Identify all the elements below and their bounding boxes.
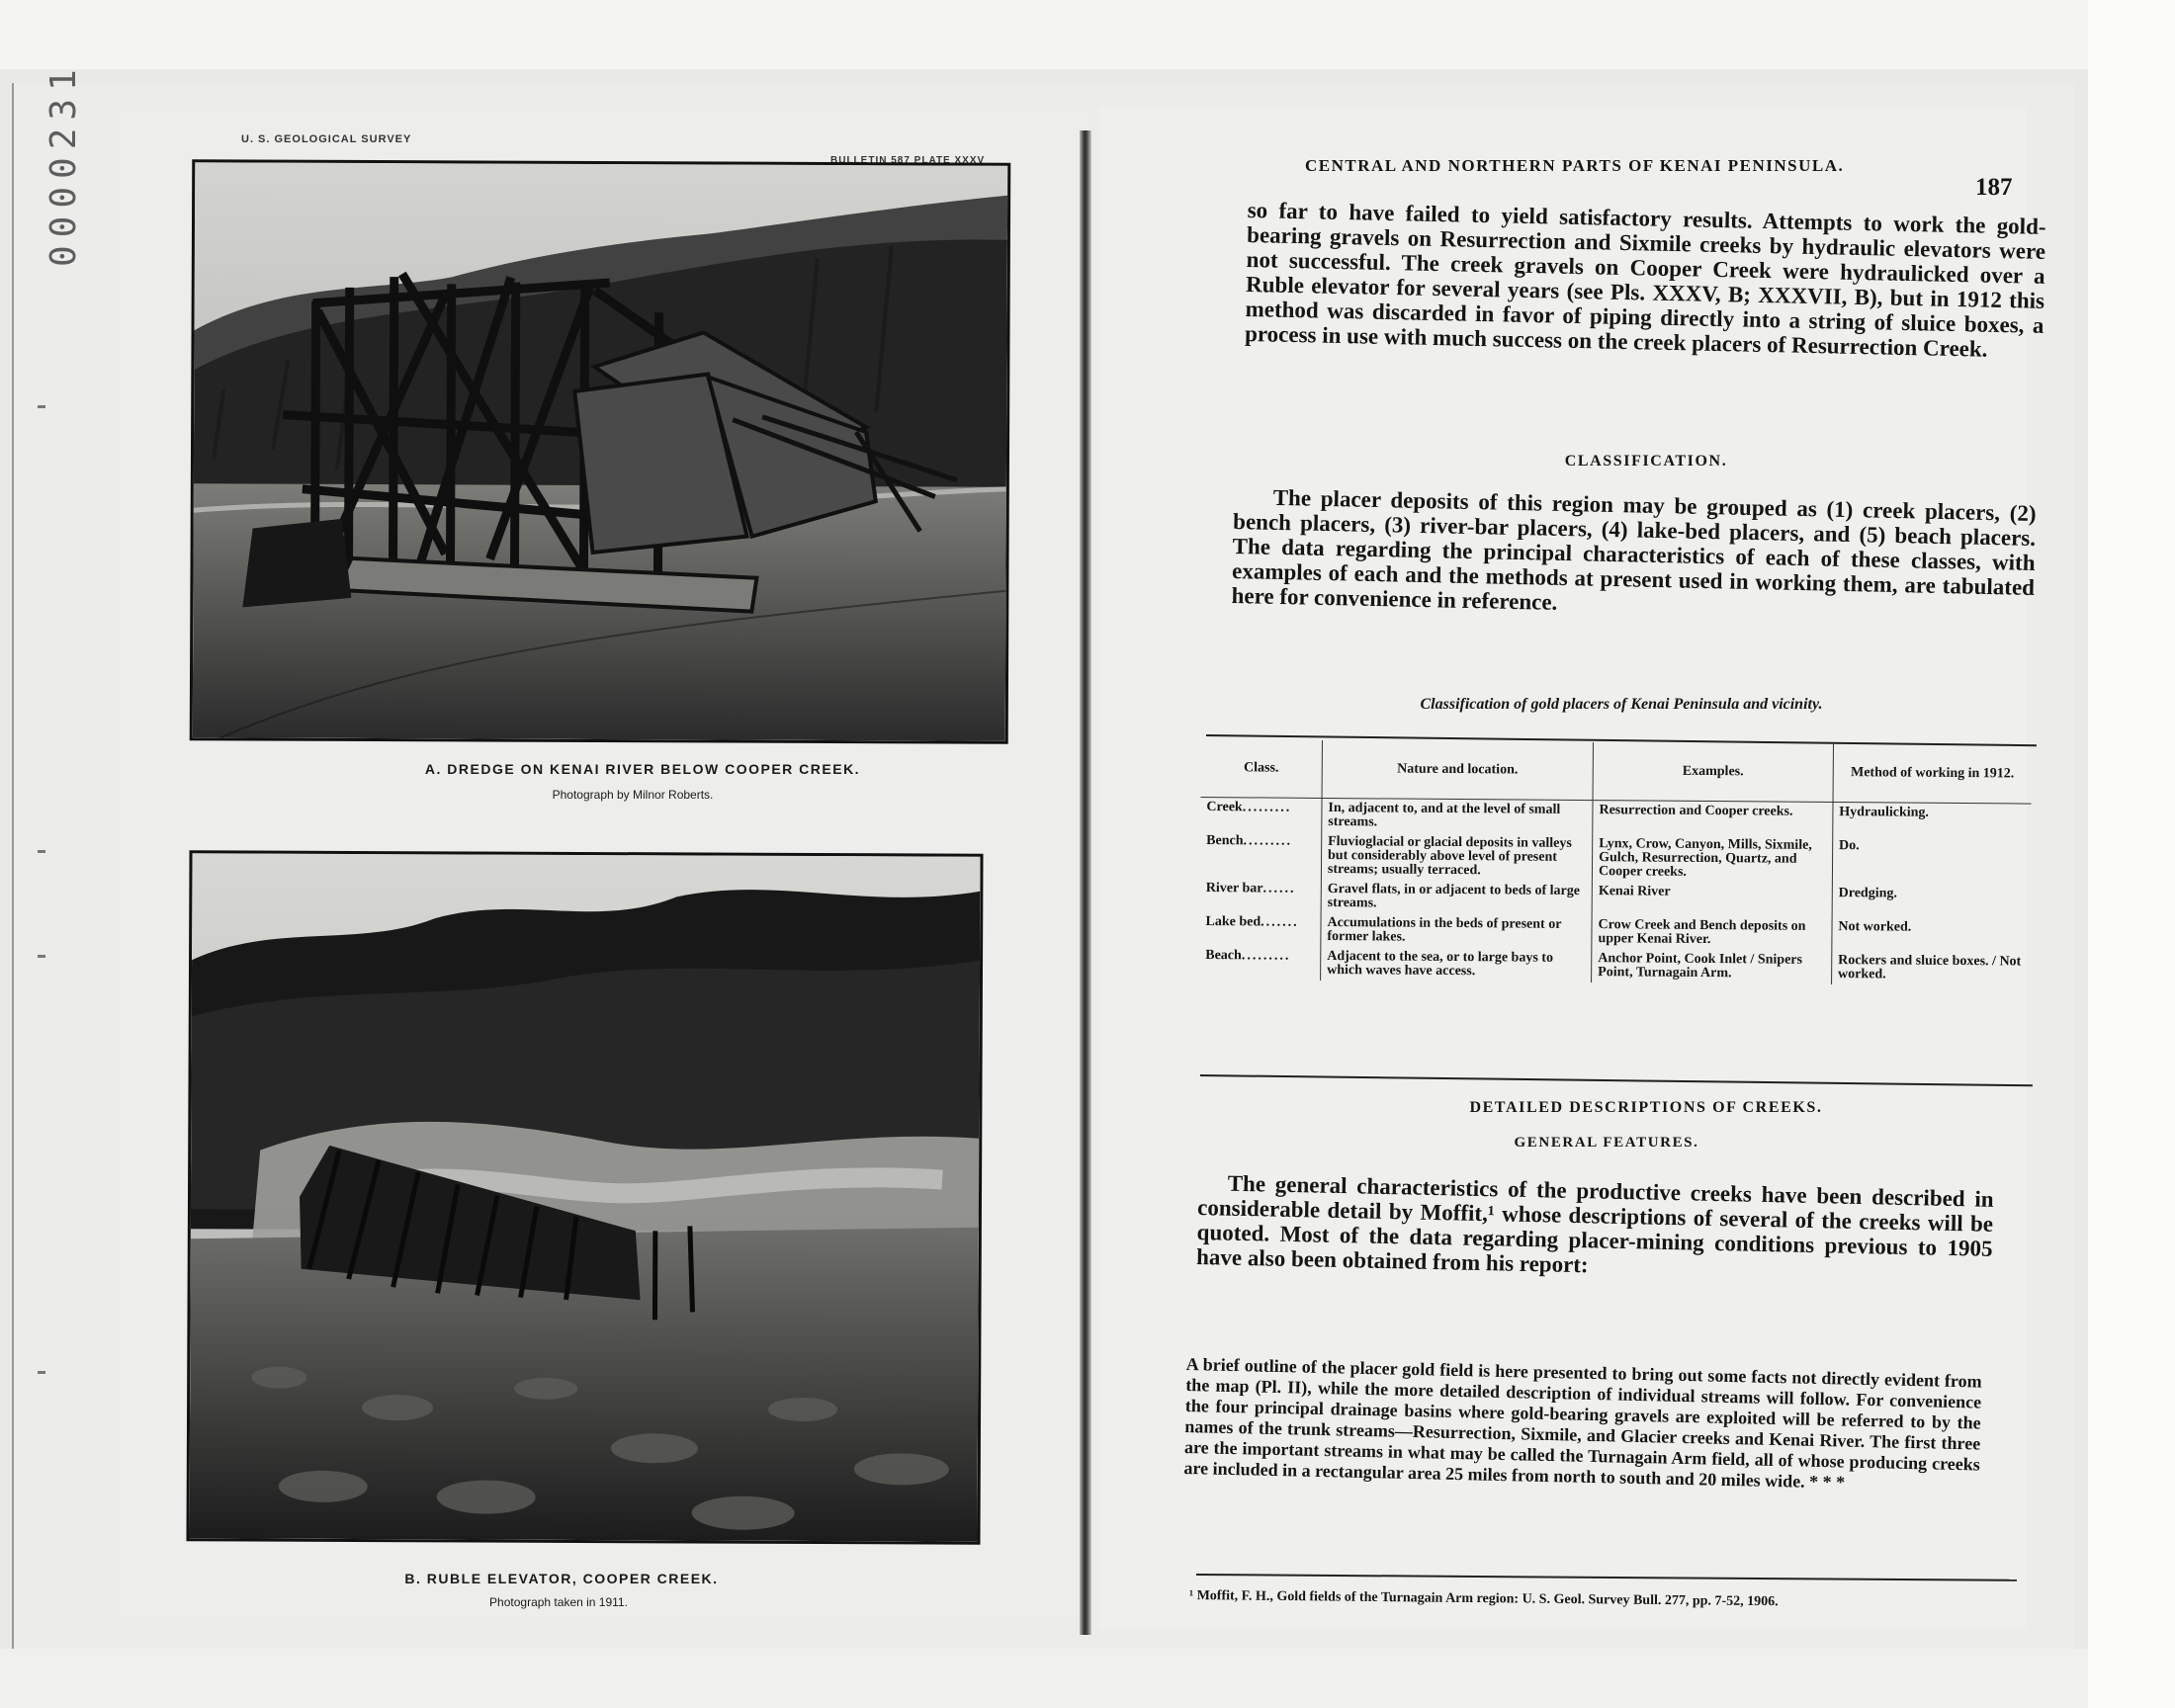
- class-cell: Creek.........: [1200, 797, 1322, 831]
- dredge-scene: [193, 162, 1008, 741]
- examples-cell: Crow Creek and Bench deposits on upper Kenai River.: [1592, 915, 1832, 951]
- serial-number: 0000231: [44, 61, 84, 267]
- nature-cell: Gravel flats, in or adjacent to beds of large streams.: [1321, 880, 1592, 915]
- nature-cell: Fluvioglacial or glacial deposits in valleys but considerably above level of present streams; usually terraced.: [1321, 832, 1592, 882]
- scanner-bottom-strip: [0, 1649, 2088, 1708]
- column-header-class: Class.: [1201, 739, 1323, 798]
- nature-cell: Adjacent to the sea, or to large bays to which waves have access.: [1321, 947, 1592, 982]
- margin-mark: [38, 1371, 45, 1374]
- nature-cell: Accumulations in the beds of present or former lakes.: [1321, 913, 1592, 949]
- class-cell: Bench.........: [1200, 831, 1322, 880]
- placer-classification-table: [1198, 739, 2032, 1084]
- opening-paragraph: so far to have failed to yield satisfactory results. Attempts to work the gold-bearing gravels on Resurrection and Sixmile creeks by hydraulic elevators were not successful. The creek gravels on Cooper Creek were hydraulicked over a Ruble elevator for several years (see Pls. XXXV, B; XXXVII, B), but in 1912 this method was discarded in favor of piping directly into a string of sluice boxes, a process in use with much success on the creek placers of Resurrection Creek.: [1244, 198, 2046, 362]
- table-title: Classification of gold placers of Kenai Peninsula and vicinity.: [1420, 696, 1823, 713]
- ruble-elevator-scene: [189, 853, 980, 1541]
- table-row: [1199, 946, 2030, 986]
- quoted-passage: A brief outline of the placer gold field is here presented to bring out some facts not directly evident from the map (Pl. II), while the more detailed description of individual streams will follow. For convenience the four principal drainage basins where gold-bearing gravels are exploited will be referred to by the names of the trunk streams—Resurrection, Sixmile, and Glacier creeks and Kenai River. The first three are the important streams in what may be called the Turnagain Arm field, all of whose producing creeks are included in a rectangular area 25 miles from north to south and 20 miles wide. * * *: [1183, 1354, 1982, 1493]
- margin-mark: [38, 405, 45, 408]
- classification-table: [1199, 739, 2032, 986]
- photo-b-credit: Photograph taken in 1911.: [489, 1595, 628, 1609]
- dredge-photograph: [190, 159, 1011, 744]
- column-header-nature: Nature and location.: [1322, 740, 1594, 801]
- examples-cell: Resurrection and Cooper creeks.: [1593, 801, 1833, 836]
- ruble-elevator-photograph: [186, 850, 983, 1544]
- photo-b-caption: B. RUBLE ELEVATOR, COOPER CREEK.: [404, 1571, 719, 1586]
- table-header-row: [1201, 739, 2032, 804]
- method-cell: Not worked.: [1838, 919, 1912, 935]
- general-paragraph: The general characteristics of the productive creeks have been described in considerable detail by Moffit,¹ whose descriptions of several of the creeks will be quoted. Most of the data regarding placer-mining conditions previous to 1905 have also been obtained from his report:: [1195, 1170, 1994, 1278]
- photo-a-caption: A. DREDGE ON KENAI RIVER BELOW COOPER CREEK.: [424, 761, 861, 777]
- nature-cell: In, adjacent to, and at the level of small streams.: [1322, 798, 1593, 834]
- class-cell: Beach.........: [1199, 946, 1321, 981]
- running-head: CENTRAL AND NORTHERN PARTS OF KENAI PENINSULA.: [1305, 156, 1845, 175]
- scanner-top-strip: [0, 0, 2088, 69]
- survey-label: U. S. GEOLOGICAL SURVEY: [241, 133, 412, 145]
- table-row: [1200, 831, 2031, 886]
- column-header-examples: Examples.: [1593, 742, 1833, 802]
- method-cell: Dredging.: [1838, 886, 1897, 901]
- page-number: 187: [1975, 174, 2013, 201]
- plate-label: BULLETIN 587 PLATE XXXV: [830, 155, 986, 166]
- class-cell: River bar......: [1200, 879, 1322, 913]
- margin-mark: [38, 955, 45, 958]
- margin-mark: [38, 850, 45, 853]
- examples-cell: Lynx, Crow, Canyon, Mills, Sixmile, Gulch, Resurrection, Quartz, and Cooper creeks.: [1592, 834, 1832, 884]
- class-cell: Lake bed.......: [1199, 912, 1321, 947]
- examples-cell: Anchor Point, Cook Inlet / Snipers Point, Turnagain Arm.: [1592, 949, 1832, 984]
- classification-heading: CLASSIFICATION.: [1564, 453, 1728, 470]
- method-cell: Do.: [1838, 838, 1860, 854]
- method-cell: Rockers and sluice boxes. / Not worked.: [1837, 953, 2022, 982]
- footnote: ¹ Moffit, F. H., Gold fields of the Turnagain Arm region: U. S. Geol. Survey Bull. 277, pp. 7-52, 1906.: [1188, 1588, 1779, 1610]
- column-header-method: Method of working in 1912.: [1833, 744, 2032, 804]
- detailed-descriptions-heading: DETAILED DESCRIPTIONS OF CREEKS.: [1469, 1099, 1823, 1116]
- book-gutter: [1080, 130, 1091, 1635]
- photo-a-credit: Photograph by Milnor Roberts.: [552, 788, 714, 802]
- method-cell: Hydraulicking.: [1839, 805, 1930, 820]
- general-features-heading: GENERAL FEATURES.: [1514, 1135, 1699, 1151]
- classification-paragraph: The placer deposits of this region may be grouped as (1) creek placers, (2) bench placers, (3) river-bar placers, (4) lake-bed placers, and (5) beach placers. The data regarding the principal characteristics of each of these classes, with examples of each and the methods at present used in working them, are tabulated here for convenience in reference.: [1231, 484, 2037, 615]
- scanner-right-strip: [2088, 0, 2175, 1708]
- examples-cell: Kenai River: [1592, 882, 1832, 917]
